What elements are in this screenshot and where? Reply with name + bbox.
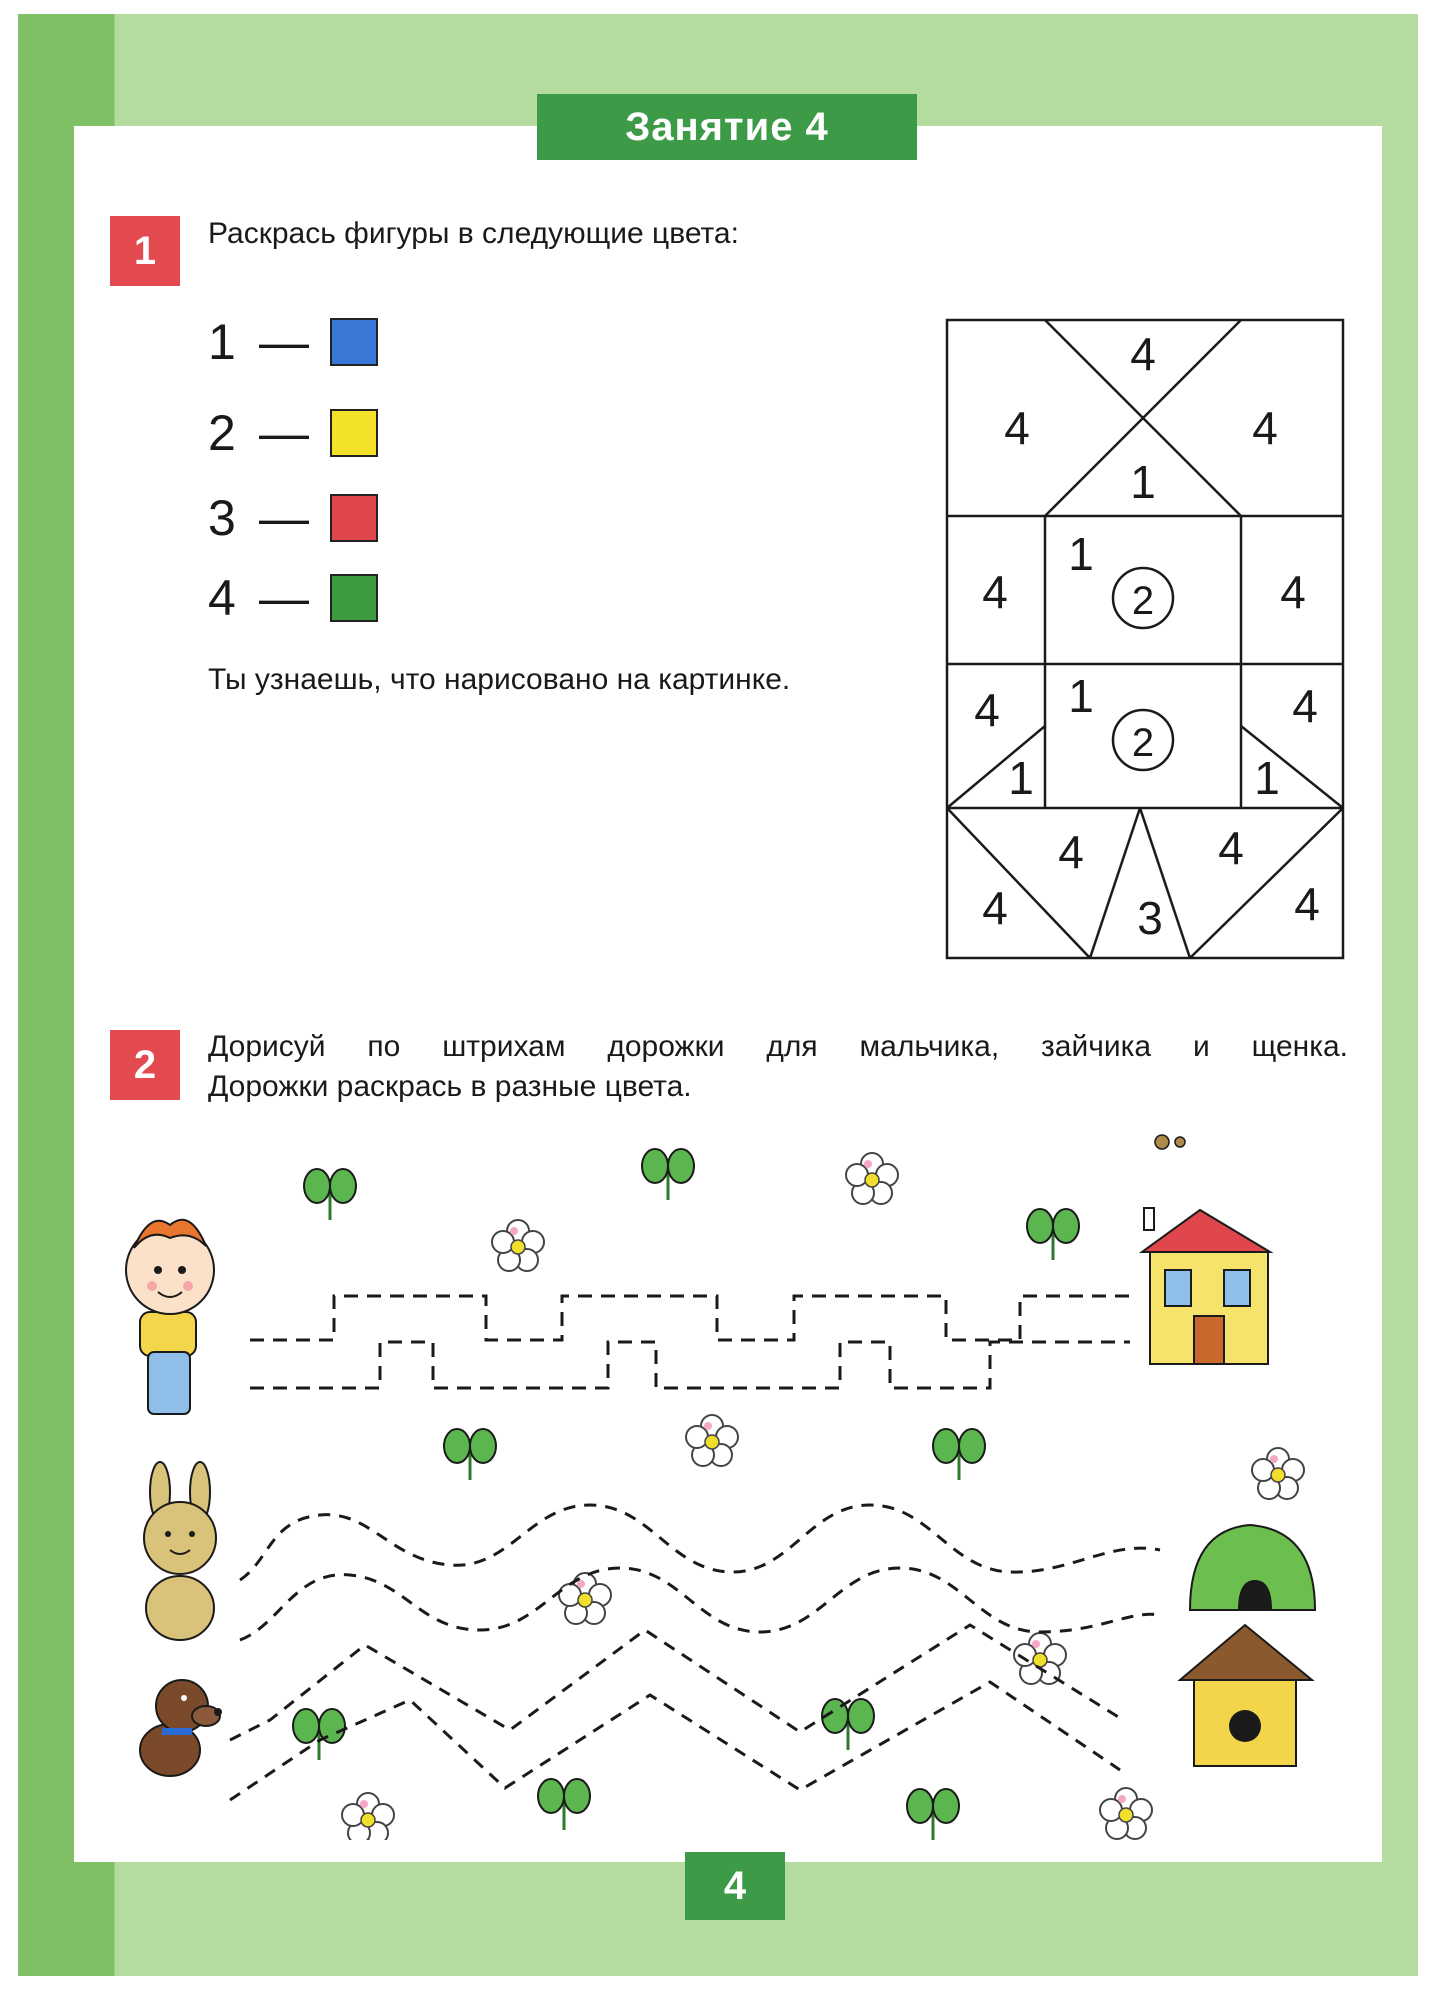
task-2-badge: 2 — [110, 1030, 180, 1100]
boy-figure — [126, 1220, 214, 1414]
puzzle-label: 1 — [1008, 752, 1034, 804]
sprout-icon — [642, 1149, 694, 1200]
lesson-title: Занятие 4 — [537, 94, 917, 160]
task-2-instruction-line2: Дорожки раскрась в разные цвета. — [208, 1070, 692, 1103]
puzzle-label: 2 — [1131, 721, 1155, 765]
color-swatch-green — [330, 574, 378, 622]
color-swatch-yellow — [330, 409, 378, 457]
puzzle-label: 4 — [1252, 402, 1278, 454]
sprout-icon — [444, 1429, 496, 1480]
sprout-icon — [304, 1169, 356, 1220]
puzzle-label: 4 — [1292, 680, 1318, 732]
puppy-path-lower — [230, 1682, 1120, 1800]
puzzle-label: 1 — [1130, 456, 1156, 508]
puzzle-label: 3 — [1137, 892, 1163, 944]
puzzle-label: 4 — [1294, 878, 1320, 930]
legend-row-4: 4 — — [208, 568, 378, 628]
puzzle-label: 1 — [1068, 670, 1094, 722]
task-2-instruction-line1: Дорисуй по штрихам дорожки для мальчика, зайчика и щенка. — [208, 1030, 1348, 1063]
task-1-instruction: Раскрась фигуры в следующие цвета: — [208, 217, 739, 250]
puzzle-label: 4 — [1004, 402, 1030, 454]
color-swatch-blue — [330, 318, 378, 366]
sprout-icon — [1027, 1209, 1079, 1260]
flower-icon — [1252, 1448, 1304, 1499]
puzzle-label: 1 — [1254, 752, 1280, 804]
sprout-icon — [822, 1699, 874, 1750]
flower-icon — [559, 1573, 611, 1624]
house-figure — [1142, 1135, 1270, 1364]
puzzle-label: 4 — [982, 882, 1008, 934]
puzzle-label: 4 — [1280, 566, 1306, 618]
bunny-path-lower — [240, 1568, 1160, 1640]
flower-icon — [846, 1153, 898, 1204]
color-swatch-red — [330, 494, 378, 542]
flower-icon — [1100, 1788, 1152, 1839]
legend-row-1: 1 — — [208, 312, 378, 372]
legend-row-2: 2 — — [208, 403, 378, 463]
page-number: 4 — [685, 1852, 785, 1920]
puzzle-label: 4 — [982, 566, 1008, 618]
flower-icon — [686, 1415, 738, 1466]
puppy-path-upper — [230, 1625, 1120, 1740]
sprout-icon — [538, 1779, 590, 1830]
boy-path-lower — [250, 1342, 1130, 1388]
puzzle-label: 4 — [1058, 826, 1084, 878]
flower-icon — [492, 1220, 544, 1271]
sprout-icon — [907, 1789, 959, 1840]
legend-row-3: 3 — — [208, 488, 378, 548]
puzzle-label: 1 — [1068, 528, 1094, 580]
puppy-figure — [140, 1680, 222, 1776]
paths-illustration — [120, 1120, 1360, 1840]
task-1-hint: Ты узнаешь, что нарисовано на картинке. — [208, 663, 791, 696]
coloring-puzzle — [945, 318, 1347, 960]
bunny-figure — [144, 1462, 216, 1640]
task-1-badge: 1 — [110, 216, 180, 286]
boy-path-upper — [250, 1296, 1130, 1340]
puzzle-label: 4 — [1218, 822, 1244, 874]
doghouse-figure — [1180, 1625, 1312, 1766]
sprout-icon — [933, 1429, 985, 1480]
bunny-path-upper — [240, 1505, 1160, 1580]
puzzle-label: 4 — [974, 684, 1000, 736]
puzzle-label: 2 — [1131, 579, 1155, 623]
flower-icon — [342, 1793, 394, 1840]
puzzle-label: 4 — [1130, 328, 1156, 380]
burrow-figure — [1190, 1448, 1315, 1610]
